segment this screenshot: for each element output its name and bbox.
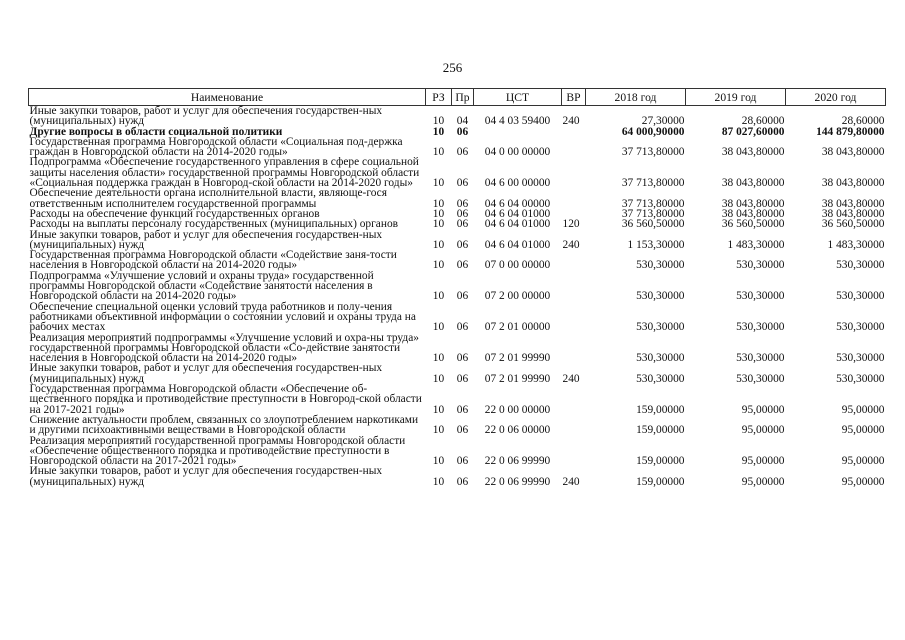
row-cst: 04 6 04 01000 [484, 238, 551, 251]
row-2020: 36 560,50000 [821, 218, 885, 231]
row-2018: 159,00000 [636, 403, 685, 416]
row-2019: 36 560,50000 [721, 218, 785, 231]
row-2018: 37 713,80000 [621, 197, 685, 210]
row-2020: 530,30000 [836, 290, 885, 303]
row-pr: 06 [456, 146, 469, 159]
row-2019: 38 043,80000 [721, 146, 785, 159]
row-2018: 1 153,30000 [627, 238, 685, 251]
row-name: Иные закупки товаров, работ и услуг для обеспечения государствен-ных (муниципальных) нужд [29, 362, 383, 385]
row-pr: 06 [456, 372, 469, 385]
row-pr: 06 [456, 352, 469, 365]
row-rz: 10 [432, 475, 445, 488]
row-rz: 10 [432, 146, 445, 159]
row-pr: 06 [456, 238, 469, 251]
header-cst: ЦСТ [474, 89, 562, 106]
row-2019: 38 043,80000 [721, 197, 785, 210]
header-2020: 2020 год [786, 89, 886, 106]
row-2018: 159,00000 [636, 424, 685, 437]
row-vr [562, 271, 586, 302]
table-row [29, 415, 886, 436]
row-vr [562, 157, 586, 188]
row-name: Иные закупки товаров, работ и услуг для обеспечения государствен-ных (муниципальных) нужд [29, 465, 383, 488]
table-row [29, 302, 886, 333]
row-cst: 22 0 06 99990 [484, 455, 551, 468]
row-vr: 240 [562, 238, 580, 251]
row-pr: 06 [456, 455, 469, 468]
row-2020: 38 043,80000 [821, 177, 885, 190]
row-2018: 36 560,50000 [621, 218, 685, 231]
row-2020: 95,00000 [841, 424, 885, 437]
row-rz: 10 [432, 259, 445, 272]
row-name: Государственная программа Новгородской области «Социальная под-держка граждан в Новгородской области на 2014-2020 годы» [29, 135, 403, 159]
row-rz: 10 [432, 290, 445, 303]
row-cst: 04 6 04 01000 [484, 207, 551, 220]
row-rz: 10 [432, 218, 445, 231]
row-name: Расходы на выплаты персоналу государственных (муниципальных) органов [29, 218, 399, 231]
row-vr [562, 333, 586, 364]
row-rz: 10 [432, 455, 445, 468]
row-vr [562, 250, 586, 271]
row-2018: 64 000,90000 [621, 125, 685, 138]
row-name: Подпрограмма «Обеспечение государственного управления в сфере социальной защиты населения области» государственной программы Новгородской области «Социальная поддержка граждан в Новгород-ской области на 2014-2020 годы» [29, 156, 420, 190]
row-2019: 1 483,30000 [727, 238, 785, 251]
table-row [29, 436, 886, 467]
row-rz: 10 [432, 207, 445, 220]
row-rz: 10 [432, 403, 445, 416]
row-rz: 10 [432, 321, 445, 334]
row-vr: 240 [562, 115, 580, 128]
row-cst: 07 2 01 99990 [484, 352, 551, 365]
row-pr: 06 [456, 321, 469, 334]
row-pr: 06 [456, 125, 469, 138]
row-2018: 37 713,80000 [621, 177, 685, 190]
page-number: 256 [442, 60, 463, 75]
row-2020: 28,60000 [841, 115, 885, 128]
row-name: Другие вопросы в области социальной политики [29, 125, 283, 138]
table-row [29, 363, 886, 384]
row-pr: 06 [456, 424, 469, 437]
table-row [29, 384, 886, 415]
row-cst: 04 4 03 59400 [484, 115, 551, 128]
row-pr: 06 [456, 259, 469, 272]
table-header-row [29, 89, 886, 106]
row-vr [562, 188, 586, 209]
row-2020: 144 879,80000 [816, 125, 885, 138]
row-2020: 38 043,80000 [821, 146, 885, 159]
row-name: Иные закупки товаров, работ и услуг для обеспечения государствен-ных (муниципальных) нужд [29, 228, 383, 251]
row-name: Реализация мероприятий государственной программы Новгородской области «Обеспечение общественного порядка и противодействие преступности в Новгородской области на 2017-2021 годы» [29, 434, 406, 468]
row-name: Государственная программа Новгородской области «Обеспечение об-щественного порядка и противодействие преступности в Новгород-ской области на 2017-2021 годы» [29, 383, 422, 416]
row-name: Снижение актуальности проблем, связанных со злоупотреблением наркотиками и другими психоактивными веществами в Новгородской области [29, 413, 419, 437]
row-2020: 95,00000 [841, 475, 885, 488]
table-row [29, 188, 886, 209]
row-vr [562, 384, 586, 415]
row-2020: 1 483,30000 [827, 238, 885, 251]
row-vr [562, 127, 586, 137]
row-pr: 06 [456, 177, 469, 190]
row-pr: 06 [456, 403, 469, 416]
row-2020: 95,00000 [841, 403, 885, 416]
row-2018: 159,00000 [636, 455, 685, 468]
row-2020: 530,30000 [836, 352, 885, 365]
row-2019: 530,30000 [736, 372, 785, 385]
row-rz: 10 [432, 424, 445, 437]
row-vr [562, 415, 586, 436]
header-name: Наименование [29, 89, 426, 106]
row-2019: 95,00000 [741, 403, 785, 416]
row-2018: 37 713,80000 [621, 146, 685, 159]
row-pr: 06 [456, 197, 469, 210]
row-2019: 87 027,60000 [721, 125, 785, 138]
row-rz: 10 [432, 197, 445, 210]
budget-table [28, 88, 886, 487]
row-2019: 28,60000 [741, 115, 785, 128]
row-2018: 530,30000 [636, 290, 685, 303]
row-2019: 530,30000 [736, 290, 785, 303]
row-vr [562, 137, 586, 158]
row-2019: 530,30000 [736, 259, 785, 272]
row-cst: 07 2 00 00000 [484, 290, 551, 303]
row-pr: 06 [456, 290, 469, 303]
row-2019: 530,30000 [736, 352, 785, 365]
row-name: Подпрограмма «Улучшение условий и охраны труда» государственной программы Новгородской области «Содействие занятости населения в Новгородской области на 2014-2020 годы» [29, 269, 374, 303]
row-cst: 22 0 00 00000 [484, 403, 551, 416]
table-row [29, 250, 886, 271]
row-2020: 38 043,80000 [821, 207, 885, 220]
row-cst: 04 0 00 00000 [484, 146, 551, 159]
row-name: Реализация мероприятий подпрограммы «Улучшение условий и охра-ны труда» государственной программы Новгородской области «Со-действие занятости населения в Новгородской области на 2014-2020 годы» [29, 331, 419, 365]
row-2020: 95,00000 [841, 455, 885, 468]
row-2020: 38 043,80000 [821, 197, 885, 210]
row-2018: 530,30000 [636, 321, 685, 334]
row-2018: 27,30000 [641, 115, 685, 128]
row-cst [474, 127, 562, 137]
table-row [29, 230, 886, 251]
table-row [29, 106, 886, 127]
row-cst: 04 6 04 00000 [484, 197, 551, 210]
row-vr: 240 [562, 475, 580, 488]
row-cst: 04 6 00 00000 [484, 177, 551, 190]
row-2018: 159,00000 [636, 475, 685, 488]
row-pr: 04 [456, 115, 469, 128]
row-name: Государственная программа Новгородской области «Содействие заня-тости населения в Новгородской области на 2014-2020 годы» [29, 249, 397, 272]
row-2018: 530,30000 [636, 259, 685, 272]
row-cst: 07 2 01 00000 [484, 321, 551, 334]
row-2019: 38 043,80000 [721, 207, 785, 220]
header-pr: Пр [452, 89, 474, 106]
row-pr: 06 [456, 218, 469, 231]
row-cst: 04 6 04 01000 [484, 218, 551, 231]
header-rz: РЗ [426, 89, 452, 106]
row-rz: 10 [432, 115, 445, 128]
row-name: Иные закупки товаров, работ и услуг для обеспечения государствен-ных (муниципальных) нужд [29, 105, 383, 128]
row-rz: 10 [432, 238, 445, 251]
row-2019: 530,30000 [736, 321, 785, 334]
table-row [29, 466, 886, 487]
row-cst: 07 2 01 99990 [484, 372, 551, 385]
row-2018: 530,30000 [636, 372, 685, 385]
row-vr: 120 [562, 218, 580, 231]
row-vr [562, 436, 586, 467]
row-2020: 530,30000 [836, 321, 885, 334]
row-cst: 22 0 06 00000 [484, 424, 551, 437]
row-2019: 95,00000 [741, 455, 785, 468]
row-name: Обеспечение специальной оценки условий труда работников и полу-чения работниками объективной информации о состоянии условий и охраны труда на рабочих местах [29, 300, 416, 334]
row-2019: 95,00000 [741, 475, 785, 488]
row-pr: 06 [456, 475, 469, 488]
row-vr [562, 302, 586, 333]
row-cst: 07 0 00 00000 [484, 259, 551, 272]
table-row [29, 271, 886, 302]
table-row [29, 137, 886, 158]
row-rz: 10 [432, 352, 445, 365]
row-name: Расходы на обеспечение функций государственных органов [29, 207, 320, 220]
row-rz: 10 [432, 177, 445, 190]
row-2018: 530,30000 [636, 352, 685, 365]
row-rz: 10 [432, 372, 445, 385]
header-2019: 2019 год [686, 89, 786, 106]
row-vr: 240 [562, 372, 580, 385]
row-2020: 530,30000 [836, 259, 885, 272]
row-2020: 530,30000 [836, 372, 885, 385]
row-2019: 95,00000 [741, 424, 785, 437]
row-2018: 37 713,80000 [621, 207, 685, 220]
row-cst: 22 0 06 99990 [484, 475, 551, 488]
header-vr: ВР [562, 89, 586, 106]
row-pr: 06 [456, 207, 469, 220]
table-row [29, 333, 886, 364]
row-name: Обеспечение деятельности органа исполнительной власти, являюще-гося ответственным исполнителем государственной программы [29, 187, 387, 210]
row-2019: 38 043,80000 [721, 177, 785, 190]
header-2018: 2018 год [586, 89, 686, 106]
table-row [29, 157, 886, 188]
row-rz: 10 [432, 125, 445, 138]
